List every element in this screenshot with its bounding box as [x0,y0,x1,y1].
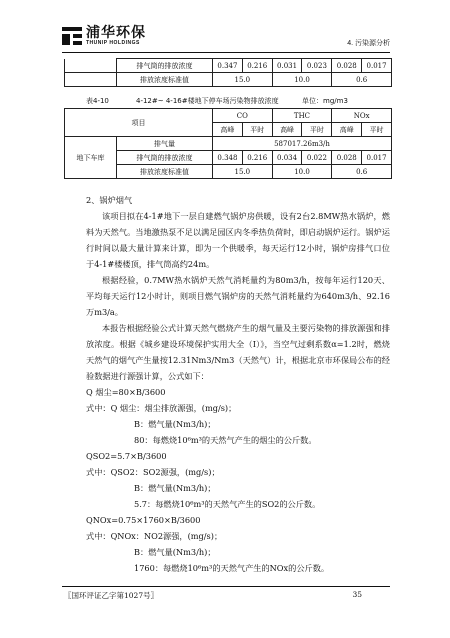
header-nox: NOx [332,109,392,123]
table-cell: 0.023 [302,59,332,73]
table-cell: 0.216 [242,59,272,73]
formula-line: B：燃气量(Nm3/h)； [134,419,216,429]
formula: QSO2=5.7×B/3600 [86,451,167,461]
row-group-label: 地下车库 [65,137,117,179]
table-cell: 15.0 [213,165,273,179]
table-cell: 0.216 [242,151,272,165]
header-avg: 平时 [362,123,392,137]
header-rule [62,52,390,53]
header-item: 项目 [65,109,213,137]
table-cell: 排气量 [117,137,213,151]
table-cell: 0.6 [332,165,392,179]
table-cell: 15.0 [213,73,273,87]
table-cell: 0.028 [332,59,362,73]
formula: Q 烟尘=80×B/3600 [86,387,166,397]
table-cell: 0.017 [362,151,392,165]
header-avg: 平时 [242,123,272,137]
formula-line: 式中：QNOx：NO2源强，(mg/s)； [86,531,223,541]
footer-certificate: 〖国环评证乙字第1027号〗 [64,591,159,600]
formula-line: 式中：Q 烟尘：烟尘排放源强，(mg/s)； [86,403,237,413]
emission-table [64,108,392,179]
header-co: CO [213,109,273,123]
header-peak: 高峰 [272,123,302,137]
table-cell: 排放浓度标准值 [117,73,213,87]
formula-line: 5.7：每燃烧10⁶m³的天然气产生的SO2的公斤数。 [134,499,321,509]
logo-en: THUNIP HOLDINGS [86,40,140,46]
table-caption-title: 4-12#~ 4-16#楼地下停车场污染物排放浓度 [136,97,279,105]
paragraph: 该项目拟在4-1#地下一层自建燃气锅炉房供暖，设有2台2.8MW热水锅炉，燃料为天然气。当地激热泵不足以满足园区内冬季热负荷时，即启动锅炉运行。锅炉运行时间以最大量计算来计算，即为一个供暖季，每天运行12小时，锅炉房排气口位于4-1#楼楼顶，排气筒高约24m。 [86,211,390,269]
table-cell: 排气筒的排放浓度 [117,59,213,73]
table-cell: 0.034 [272,151,302,165]
header-avg: 平时 [302,123,332,137]
logo-cn: 浦华环保 [86,25,146,41]
table-cell: 0.022 [302,151,332,165]
page-header [62,26,390,52]
table-cell: 0.031 [272,59,302,73]
paragraph: 根据经验，0.7MW热水锅炉天然气消耗量约为80m3/h，按每年运行120天、平均每天运行12小时计，则项目燃气锅炉房的天然气消耗量约为640m3/h、92.16万m3/a。 [86,275,390,317]
section-heading: 2、锅炉烟气 [86,195,133,205]
formula: QNOx=0.75×1760×B/3600 [86,515,201,525]
table-cell: 587017.26m3/h [213,137,392,151]
table-cell: 排气筒的排放浓度 [117,151,213,165]
table-caption-unit: 单位：mg/m3 [302,97,348,105]
table-caption-number: 表4-10 [86,97,109,105]
formula-line: 式中：QSO2：SO2源强，(mg/s)； [86,467,220,477]
table-cell: 0.348 [213,151,243,165]
header-peak: 高峰 [213,123,243,137]
table-cell: 排放浓度标准值 [117,165,213,179]
formula-line: B：燃气量(Nm3/h)； [134,483,216,493]
header-peak: 高峰 [332,123,362,137]
table-cell: 0.347 [213,59,243,73]
page-number: 35 [352,590,362,599]
table-continued [64,58,392,87]
formula-line: 80：每燃烧10⁶m³的天然气产生的烟尘的公斤数。 [134,435,317,445]
table-cell: 10.0 [272,73,332,87]
body-content [86,192,390,576]
logo-icon [62,27,82,45]
header-thc: THC [272,109,332,123]
table-cell: 0.017 [362,59,392,73]
table-cell: 10.0 [272,165,332,179]
paragraph: 本报告根据经验公式计算天然气燃烧产生的烟气量及主要污染物的排放源强和排放浓度。根据《城乡建设环境保护实用大全（I）》，当空气过剩系数α=1.2时，燃烧天然气的烟气产生量按12.31Nm3/Nm3（天然气）计，根据北京市环保局公布的经验数据进行源强计算，公式如下： [86,323,390,381]
formula-line: 1760：每燃烧10⁶m³的天然气产生的NOx的公斤数。 [134,563,330,573]
footer-rule [62,586,390,587]
logo [62,26,146,46]
section-title: 4. 污染源分析 [347,40,390,47]
formula-line: B：燃气量(Nm3/h)； [134,547,216,557]
table-cell: 0.6 [332,73,392,87]
table-cell: 0.028 [332,151,362,165]
